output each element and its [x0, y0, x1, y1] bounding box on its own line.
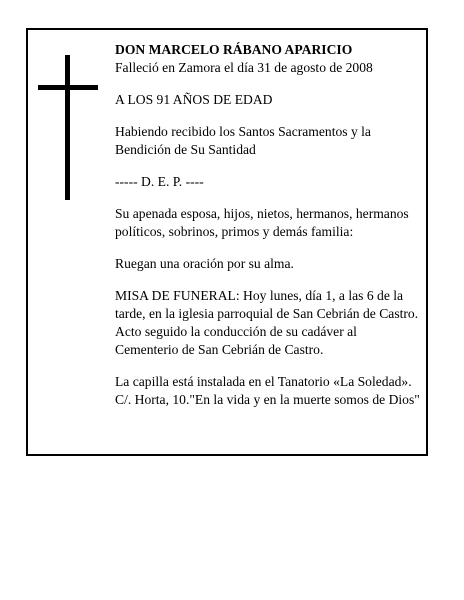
- death-date-line: Falleció en Zamora el día 31 de agosto de 2008: [115, 60, 373, 75]
- rip-line: ----- D. E. P. ----: [115, 174, 204, 189]
- rip-section: [115, 173, 427, 191]
- family-line: Su apenada esposa, hijos, nietos, hermanos, hermanos: [115, 206, 409, 221]
- cross-vertical-bar: [65, 55, 70, 200]
- sacraments-section: [115, 123, 427, 159]
- prayer-section: [115, 255, 427, 273]
- notice-text: [115, 41, 427, 423]
- obituary-notice: [26, 28, 428, 456]
- chapel-line: C/. Horta, 10."En la vida y en la muerte somos de Dios": [115, 392, 420, 407]
- funeral-line: Cementerio de San Cebrián de Castro.: [115, 342, 324, 357]
- family-section: [115, 205, 427, 241]
- latin-cross-icon: [38, 55, 98, 200]
- age-line: A LOS 91 AÑOS DE EDAD: [115, 92, 273, 107]
- sacraments-line: Bendición de Su Santidad: [115, 142, 256, 157]
- funeral-line: MISA DE FUNERAL: Hoy lunes, día 1, a las 6 de la: [115, 288, 404, 303]
- funeral-line: tarde, en la iglesia parroquial de San Cebrián de Castro.: [115, 306, 419, 321]
- sacraments-line: Habiendo recibido los Santos Sacramentos y la: [115, 124, 371, 139]
- family-line: políticos, sobrinos, primos y demás familia:: [115, 224, 354, 239]
- chapel-line: La capilla está instalada en el Tanatorio «La Soledad».: [115, 374, 412, 389]
- funeral-section: [115, 287, 427, 359]
- deceased-name: DON MARCELO RÁBANO APARICIO: [115, 42, 353, 57]
- prayer-line: Ruegan una oración por su alma.: [115, 256, 294, 271]
- chapel-section: [115, 373, 427, 409]
- cross-horizontal-bar: [38, 85, 98, 90]
- header-section: [115, 41, 427, 77]
- age-section: [115, 91, 427, 109]
- funeral-line: Acto seguido la conducción de su cadáver al: [115, 324, 357, 339]
